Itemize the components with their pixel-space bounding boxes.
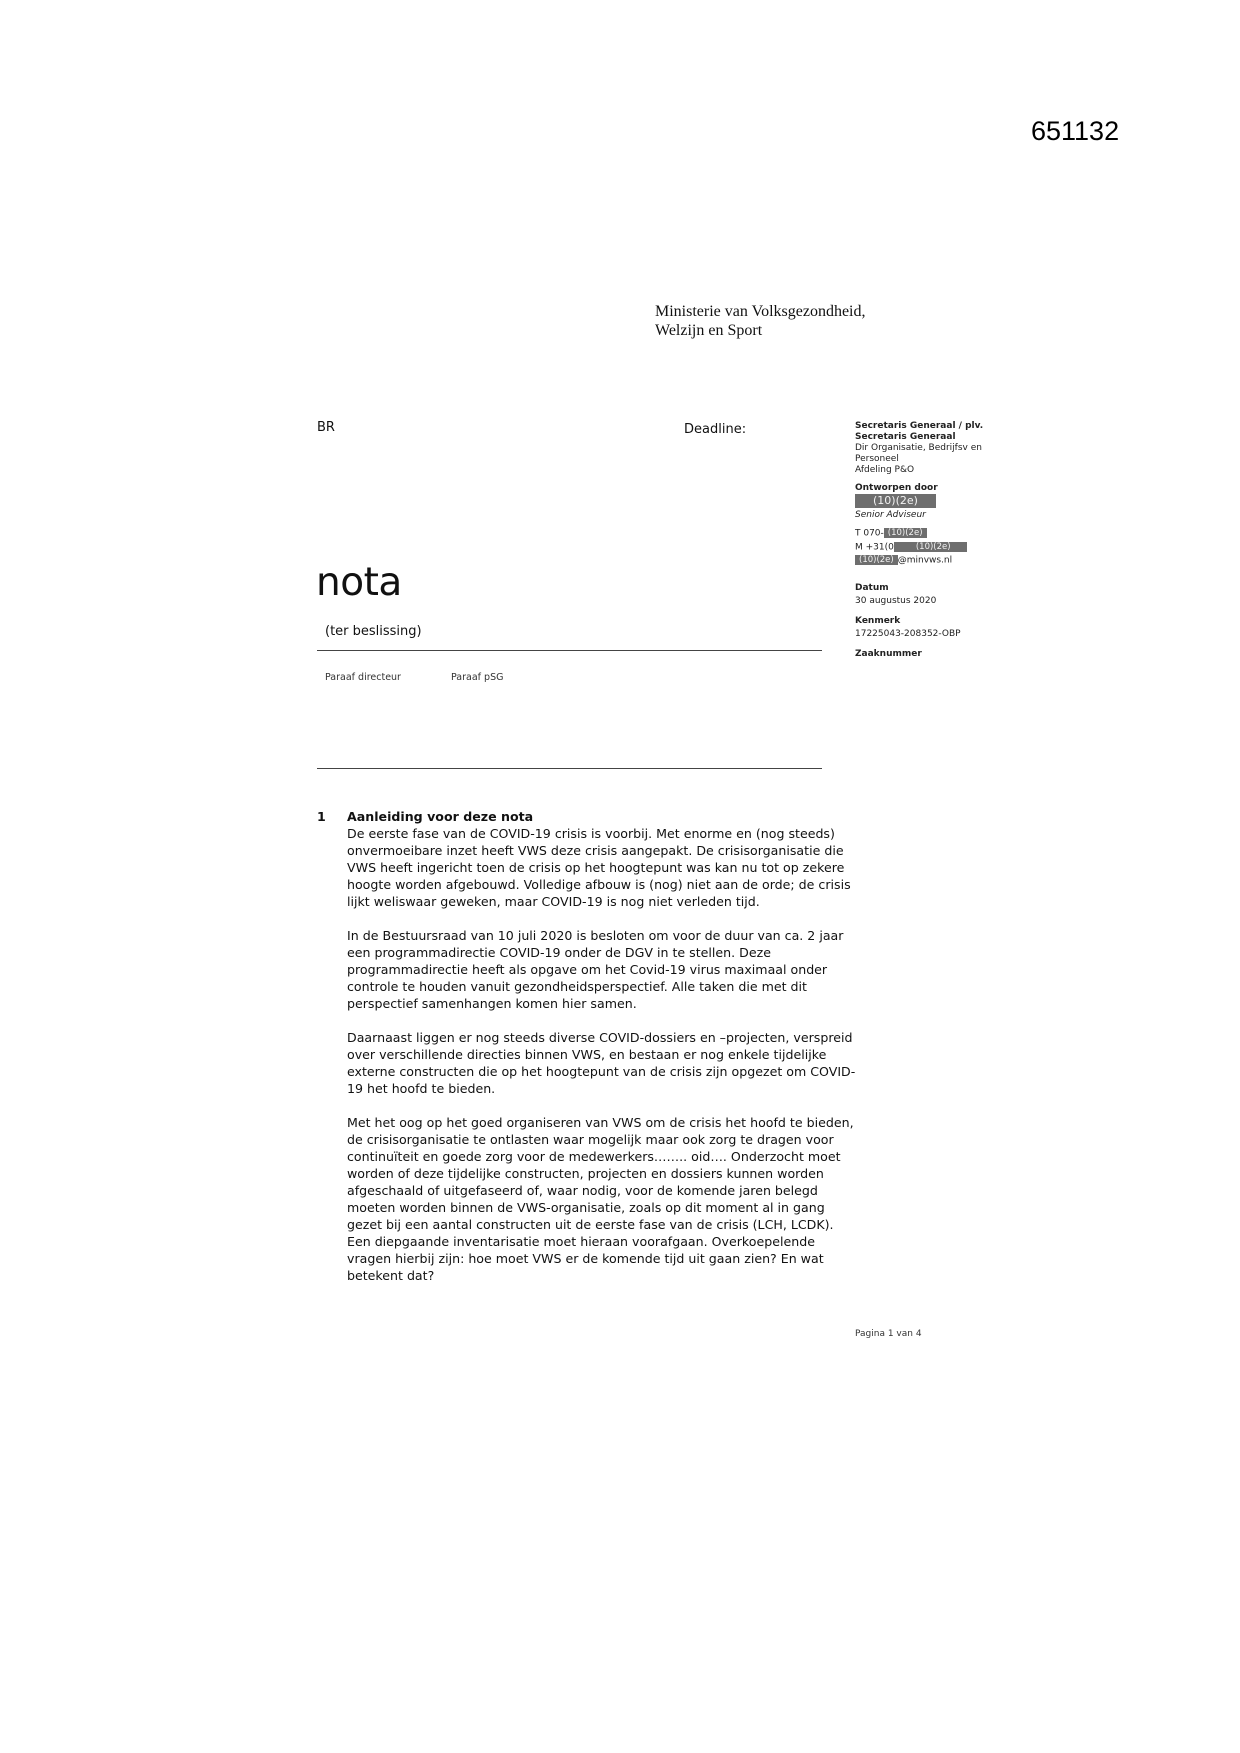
paraaf-psg-label: Paraaf pSG <box>451 672 504 683</box>
br-label: BR <box>317 420 335 435</box>
paragraph-3: Daarnaast liggen er nog steeds diverse COVID-dossiers en –projecten, verspreid over verschillende directies binnen VWS, en bestaan er nog enkele tijdelijke externe constructen die op het hoogtepunt van de crisis zijn opgezet om COVID-19 het hoofd te bieden. <box>347 1030 856 1096</box>
divider-top <box>317 650 822 651</box>
author-role: Senior Adviseur <box>855 510 926 520</box>
department-line-1: Secretaris Generaal / plv. <box>855 421 984 431</box>
date-value: 30 augustus 2020 <box>855 595 937 606</box>
phone-prefix: T 070- <box>855 528 884 539</box>
ministry-line-2: Welzijn en Sport <box>655 322 763 339</box>
ministry-logo-text <box>655 302 866 340</box>
sidebar-metadata <box>855 421 1015 660</box>
case-number-label: Zaaknummer <box>855 648 922 659</box>
section-1 <box>317 808 857 1301</box>
paragraph-4: Met het oog op het goed organiseren van VWS om de crisis het hoofd te bieden, de crisisorganisatie te ontlasten waar mogelijk maar ook zorg te dragen voor continuïteit en goede zorg voor de medewerkers…….. oid…. Onderzocht moet worden of deze tijdelijke constructen, projecten en dossiers kunnen worden afgeschaald of uitgefaseerd of, waar nodig, voor de komende jaren belegd moeten worden binnen de VWS-organisatie, zoals op dit moment al in gang gezet bij een aantal constructen uit de eerste fase van de crisis (LCH, LCDK). Een diepgaande inventarisatie moet hieraan voorafgaan. Overkoepelende vragen hierbij zijn: hoe moet VWS er de komende tijd uit gaan zien? En wat betekent dat? <box>347 1115 854 1283</box>
mobile-line <box>855 542 1015 554</box>
reference-value: 17225043-208352-OBP <box>855 628 961 639</box>
page-title: nota <box>316 560 402 605</box>
redaction-email: (10)(2e) <box>855 555 898 565</box>
paraaf-directeur-label: Paraaf directeur <box>325 672 401 683</box>
ministry-line-1: Ministerie van Volksgezondheid, <box>655 303 866 320</box>
org-line-2: Personeel <box>855 454 899 464</box>
designed-by-label: Ontworpen door <box>855 483 938 493</box>
redaction-mobile: (10)(2e) <box>894 542 967 552</box>
email-line <box>855 555 1015 567</box>
mobile-prefix: M +31(0 <box>855 542 894 552</box>
section-heading: Aanleiding voor deze nota <box>347 809 534 824</box>
date-label: Datum <box>855 582 889 593</box>
org-line-1: Dir Organisatie, Bedrijfsv en <box>855 443 982 453</box>
org-line-3: Afdeling P&O <box>855 465 915 475</box>
deadline-label: Deadline: <box>684 422 747 437</box>
page-subtitle: (ter beslissing) <box>325 624 422 639</box>
section-number: 1 <box>317 809 326 824</box>
paragraph-1: De eerste fase van de COVID-19 crisis is voorbij. Met enorme en (nog steeds) onvermoeibare inzet heeft VWS deze crisis aangepakt. De crisisorganisatie die VWS heeft ingericht toen de crisis op het hoogtepunt was kan nu tot op zekere hoogte worden afgebouwd. Volledige afbouw is (nog) niet aan de orde; de crisis lijkt weliswaar geweken, maar COVID-19 is nog niet verleden tijd. <box>347 826 851 909</box>
redaction-author: (10)(2e) <box>855 494 936 508</box>
redaction-phone: (10)(2e) <box>884 528 927 538</box>
reference-label: Kenmerk <box>855 615 901 626</box>
divider-bottom <box>317 768 822 769</box>
page-number: Pagina 1 van 4 <box>855 1329 922 1339</box>
department-line-2: Secretaris Generaal <box>855 432 956 442</box>
phone-line <box>855 528 1015 540</box>
email-suffix: @minvws.nl <box>897 555 953 566</box>
document-number: 651132 <box>1031 116 1120 146</box>
paragraph-2: In de Bestuursraad van 10 juli 2020 is besloten om voor de duur van ca. 2 jaar een programmadirectie COVID-19 onder de DGV in te stellen. Deze programmadirectie heeft als opgave om het Covid-19 virus maximaal onder controle te houden vanuit gezondheidsperspectief. Alle taken die met dit perspectief samenhangen komen hier samen. <box>347 928 844 1011</box>
